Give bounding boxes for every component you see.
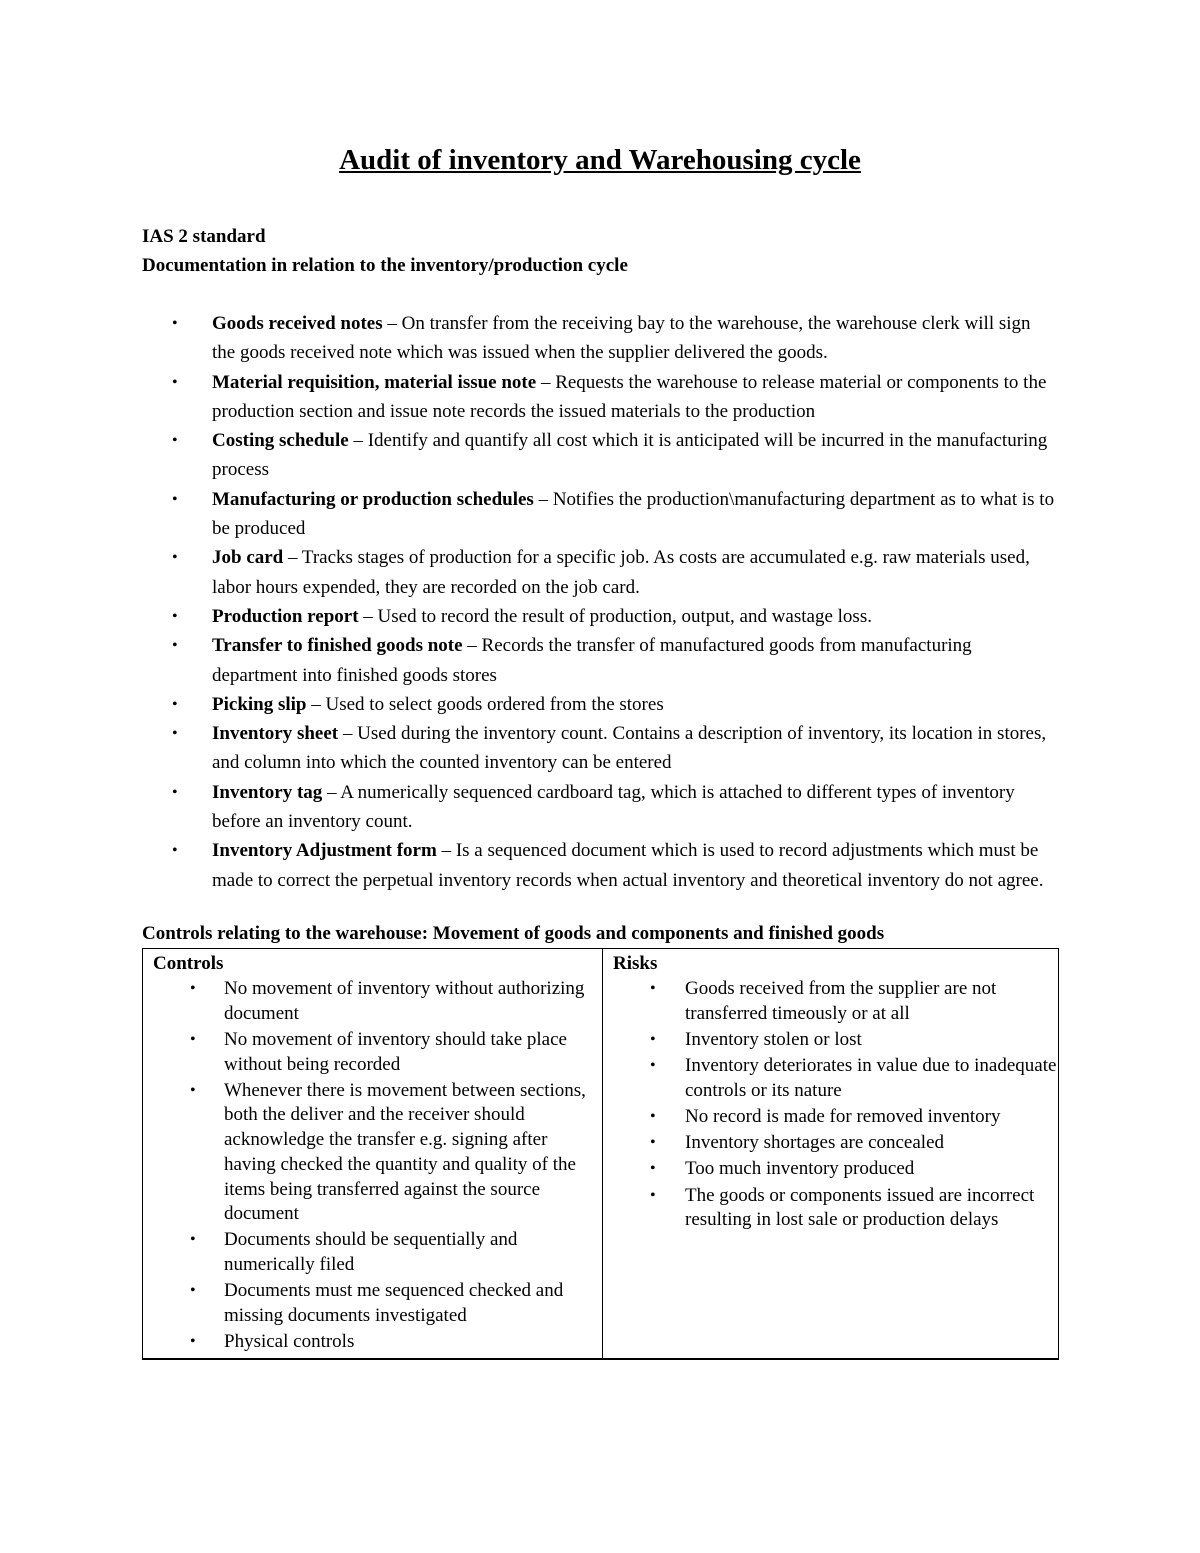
standard-heading: IAS 2 standard [142, 226, 266, 247]
risks-cell [603, 948, 1059, 1359]
document-description: – Tracks stages of production for a specific job. As costs are accumulated e.g. raw materials used, labor hours expended, they are recorded on the job card. [212, 547, 1030, 598]
list-item [142, 602, 1058, 631]
bullet-icon: • [650, 1030, 656, 1048]
list-item [153, 1279, 602, 1328]
document-description: – Notifies the production\manufacturing department as to what is to be produced [212, 488, 1055, 540]
bullet-icon: • [172, 842, 178, 860]
bullet-icon: • [172, 695, 178, 713]
document-description: – Used to record the result of production, output, and wastage loss. [358, 605, 872, 627]
document-page [142, 140, 1058, 1360]
bullet-icon: • [650, 1134, 656, 1152]
controls-column-header: Controls [153, 952, 224, 974]
documents-list [142, 309, 1058, 895]
controls-section-heading: Controls relating to the warehouse: Movement of goods and components and finished goods [142, 922, 885, 944]
document-description: – On transfer from the receiving bay to the warehouse, the warehouse clerk will sign the goods received note which was issued when the supplier delivered the goods. [212, 313, 1031, 364]
bullet-icon: • [650, 1057, 656, 1075]
list-item [153, 1228, 602, 1277]
list-item [613, 1157, 1058, 1182]
list-item [613, 1131, 1058, 1156]
bullet-icon: • [650, 979, 656, 997]
risk-text: Inventory stolen or lost [685, 1028, 862, 1050]
document-term: Production report [212, 605, 359, 627]
document-term: Goods received notes [212, 313, 383, 334]
document-term: Job card [212, 547, 284, 569]
list-item [613, 1105, 1058, 1130]
list-item [613, 977, 1058, 1026]
list-item [142, 426, 1058, 485]
table-row [143, 948, 1059, 1359]
document-term: Transfer to finished goods note [212, 635, 463, 657]
document-description: – A numerically sequenced cardboard tag, which is attached to different types of inventory before an inventory count. [212, 781, 1015, 833]
document-term: Picking slip [212, 693, 307, 715]
document-description: – Used during the inventory count. Contains a description of inventory, its location in stores, and column into which the counted inventory can be entered [212, 723, 1047, 774]
bullet-icon: • [172, 490, 178, 508]
list-item [142, 836, 1058, 895]
bullet-icon: • [172, 637, 178, 655]
list-item [142, 368, 1058, 427]
document-description: – Is a sequenced document which is used to record adjustments which must be made to correct the perpetual inventory records when actual inventory and theoretical inventory do not agree. [212, 840, 1044, 891]
document-term: Inventory sheet [212, 723, 339, 745]
list-item [142, 543, 1058, 602]
risk-text: Too much inventory produced [685, 1158, 915, 1180]
control-text: Documents should be sequentially and numerically filed [224, 1229, 518, 1276]
bullet-icon: • [190, 979, 196, 997]
list-item [153, 977, 602, 1026]
document-term: Inventory tag [212, 781, 323, 803]
bullet-icon: • [172, 432, 178, 450]
risk-text: No record is made for removed inventory [685, 1105, 1001, 1127]
list-item [142, 778, 1058, 837]
controls-cell [143, 948, 603, 1359]
control-text: Documents must me sequenced checked and missing documents investigated [224, 1280, 564, 1327]
risk-text: Inventory shortages are concealed [685, 1132, 945, 1154]
controls-risks-table [142, 948, 1059, 1361]
document-term: Manufacturing or production schedules [212, 488, 534, 510]
bullet-icon: • [172, 607, 178, 625]
bullet-icon: • [172, 373, 178, 391]
control-text: Physical controls [224, 1331, 355, 1353]
document-description: – Used to select goods ordered from the stores [306, 693, 664, 715]
list-item [142, 690, 1058, 719]
bullet-icon: • [172, 725, 178, 743]
list-item [153, 1330, 602, 1355]
bullet-icon: • [650, 1160, 656, 1178]
list-item [153, 1079, 602, 1227]
risks-column-header: Risks [613, 952, 658, 974]
list-item [613, 1184, 1058, 1233]
document-term: Inventory Adjustment form [212, 840, 437, 862]
control-text: Whenever there is movement between sections, both the deliver and the receiver should acknowledge the transfer e.g. signing after having checked the quantity and quality of the items being transferred against the source document [224, 1079, 586, 1225]
list-item [142, 485, 1058, 544]
list-item [613, 1028, 1058, 1053]
page-title: Audit of inventory and Warehousing cycle [339, 144, 861, 176]
bullet-icon: • [190, 1081, 196, 1099]
bullet-icon: • [190, 1030, 196, 1048]
controls-list [153, 977, 602, 1355]
list-item [613, 1054, 1058, 1103]
control-text: No movement of inventory without authorizing document [224, 977, 585, 1024]
document-term: Costing schedule [212, 430, 349, 452]
bullet-icon: • [190, 1333, 196, 1351]
risk-text: Goods received from the supplier are not transferred timeously or at all [685, 977, 997, 1024]
documentation-heading: Documentation in relation to the inventory/production cycle [142, 255, 628, 276]
document-term: Material requisition, material issue note [212, 371, 537, 393]
control-text: No movement of inventory should take place without being recorded [224, 1028, 567, 1075]
bullet-icon: • [650, 1107, 656, 1125]
risks-list [613, 977, 1058, 1233]
bullet-icon: • [190, 1282, 196, 1300]
bullet-icon: • [650, 1186, 656, 1204]
list-item [142, 631, 1058, 690]
bullet-icon: • [172, 549, 178, 567]
document-description: – Requests the warehouse to release material or components to the production section and issue note records the issued materials to the production [212, 371, 1047, 422]
bullet-icon: • [172, 315, 178, 332]
risk-text: The goods or components issued are incorrect resulting in lost sale or production delays [685, 1184, 1035, 1231]
list-item [153, 1028, 602, 1077]
document-description: – Identify and quantify all cost which it is anticipated will be incurred in the manufacturing process [212, 430, 1048, 481]
list-item [142, 309, 1058, 368]
risk-text: Inventory deteriorates in value due to inadequate controls or its nature [685, 1055, 1057, 1101]
bullet-icon: • [172, 783, 178, 801]
list-item [142, 719, 1058, 778]
document-description: – Records the transfer of manufactured goods from manufacturing department into finished goods stores [212, 635, 972, 686]
bullet-icon: • [190, 1231, 196, 1249]
